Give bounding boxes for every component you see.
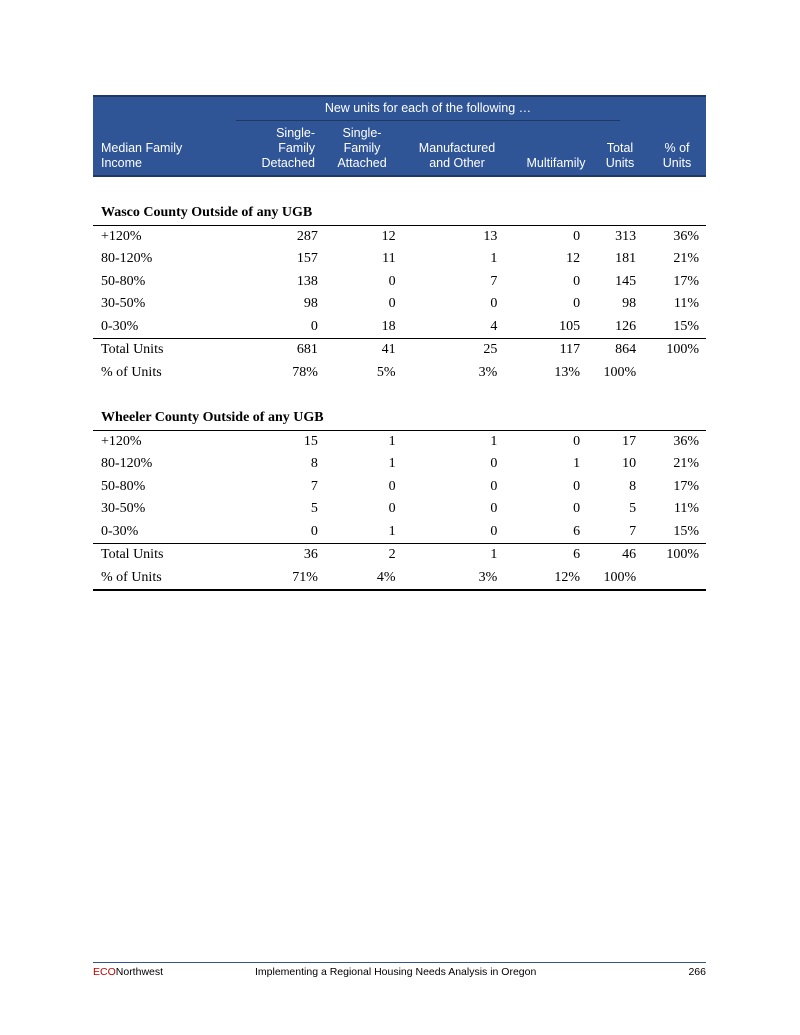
table-header (93, 95, 706, 177)
section-title: Wasco County Outside of any UGB (93, 202, 706, 225)
header-total-units: Total Units (605, 141, 635, 170)
section-title-row (93, 407, 706, 430)
table-row: +120% 15 1 1 0 17 36% (101, 433, 699, 449)
section-title-row (93, 202, 706, 225)
group-header: New units for each of the following … (236, 101, 620, 121)
total-row: Total Units 681 41 25 117 864 100% (93, 339, 706, 362)
pct-row: % of Units 71% 4% 3% 12% 100% (101, 569, 637, 585)
header-pct-units: % of Units (662, 141, 692, 170)
header-median-income: Median Family Income (101, 141, 183, 170)
page-footer (93, 962, 706, 981)
table-row: 80-120% 157 11 1 12 181 21% (101, 251, 699, 267)
header-manufactured: Manufactured and Other (418, 141, 496, 170)
table-row: 50-80% 7 0 0 0 8 17% (101, 478, 699, 494)
pct-row: % of Units 78% 5% 3% 13% 100% (101, 364, 637, 380)
header-multifamily: Multifamily (526, 156, 586, 170)
table-row: 30-50% 5 0 0 0 5 11% (101, 501, 699, 517)
page-number: 266 (688, 966, 706, 978)
table-row: 0-30% 0 18 4 105 126 15% (101, 318, 699, 334)
table-row: 0-30% 0 1 0 6 7 15% (101, 523, 699, 539)
total-row: Total Units 36 2 1 6 46 100% (93, 544, 706, 567)
table-row: 50-80% 138 0 7 0 145 17% (101, 273, 699, 289)
brand-logo-text: ECONorthwest (93, 966, 164, 978)
housing-units-table (93, 95, 706, 591)
section-title: Wheeler County Outside of any UGB (93, 407, 706, 430)
header-single-family-detached: Single- Family Detached (261, 126, 315, 170)
wasco-county-section (93, 202, 706, 384)
wheeler-county-section (93, 407, 706, 591)
table-row: +120% 287 12 13 0 313 36% (101, 228, 699, 244)
header-single-family-attached: Single- Family Attached (337, 126, 387, 170)
document-title: Implementing a Regional Housing Needs Analysis in Oregon (255, 966, 537, 978)
table-row: 80-120% 8 1 0 1 10 21% (101, 456, 699, 472)
table-row: 30-50% 98 0 0 0 98 11% (101, 296, 699, 312)
